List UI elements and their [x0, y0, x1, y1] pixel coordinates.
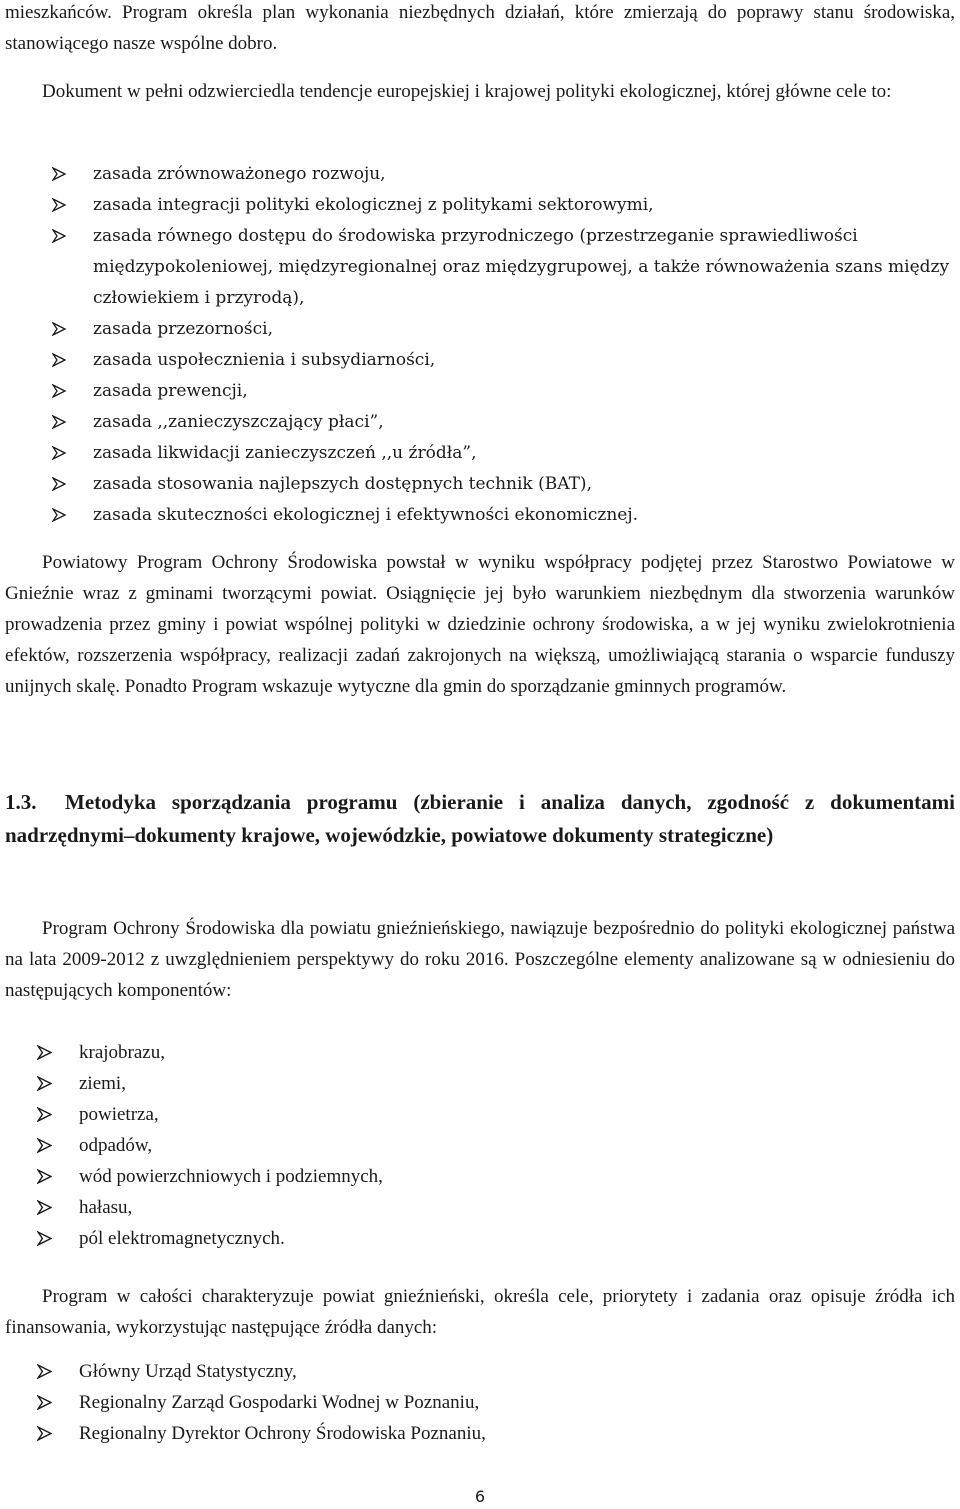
component-item-text: ziemi,: [79, 1073, 126, 1094]
principle-item-text: zasada skuteczności ekologicznej i efektywności ekonomicznej.: [93, 505, 639, 525]
section-heading: [5, 786, 955, 852]
principle-item-text: zasada równego dostępu do środowiska przyrodniczego (przestrzeganie sprawiedliwości międzypokoleniowej, międzyregionalnej oraz międzygrupowej, a także równoważenia szans między człowiekiem i przyrodą),: [93, 226, 950, 308]
intro-paragraph: mieszkańców. Program określa plan wykonania niezbędnych działań, które zmierzają do poprawy stanu środowiska, stanowiącego nasze wspólne dobro.: [5, 2, 955, 54]
source-item-text: Regionalny Dyrektor Ochrony Środowiska Poznaniu,: [79, 1423, 486, 1444]
principles-list: [52, 159, 956, 531]
principle-item-text: zasada integracji polityki ekologicznej z politykami sektorowymi,: [93, 195, 654, 215]
component-item: [37, 1223, 937, 1254]
component-item-text: krajobrazu,: [79, 1042, 165, 1063]
principle-item: [52, 438, 956, 469]
arrow-bullet-icon: [37, 1231, 52, 1246]
principle-item: [52, 345, 956, 376]
component-item-text: odpadów,: [79, 1135, 153, 1156]
arrow-bullet-icon: [52, 198, 66, 212]
components-list: [37, 1037, 937, 1254]
component-item-text: hałasu,: [79, 1197, 133, 1218]
method-paragraph: Program Ochrony Środowiska dla powiatu gnieźnieńskiego, nawiązuje bezpośrednio do polityki ekologicznej państwa na lata 2009-2012 z uwzględnieniem perspektywy do roku 2016. Poszczególne elementy analizowane są w odniesieniu do następujących komponentów:: [5, 918, 955, 1001]
arrow-bullet-icon: [52, 322, 66, 336]
principle-item: [52, 407, 956, 438]
section-title: Metodyka sporządzania programu (zbieranie i analiza danych, zgodność z dokumentami nadrzędnymi–dokumenty krajowe, wojewódzkie, powiatowe dokumenty strategiczne): [5, 790, 955, 847]
source-item: [37, 1387, 937, 1418]
policy-paragraph: Dokument w pełni odzwierciedla tendencje europejskiej i krajowej polityki ekologicznej, której główne cele to:: [42, 81, 892, 102]
arrow-bullet-icon: [52, 415, 66, 429]
principle-item-text: zasada ,,zanieczyszczający płaci”,: [93, 412, 384, 432]
component-item: [37, 1099, 937, 1130]
component-item: [37, 1068, 937, 1099]
arrow-bullet-icon: [37, 1395, 52, 1410]
arrow-bullet-icon: [52, 508, 66, 522]
arrow-bullet-icon: [37, 1138, 52, 1153]
component-item: [37, 1161, 937, 1192]
component-item-text: pól elektromagnetycznych.: [79, 1228, 285, 1249]
arrow-bullet-icon: [52, 384, 66, 398]
arrow-bullet-icon: [52, 477, 66, 491]
arrow-bullet-icon: [52, 353, 66, 367]
arrow-bullet-icon: [37, 1364, 52, 1379]
principle-item: [52, 376, 956, 407]
component-item-text: wód powierzchniowych i podziemnych,: [79, 1166, 383, 1187]
program-paragraph: Powiatowy Program Ochrony Środowiska powstał w wyniku współpracy podjętej przez Starostwo Powiatowe w Gnieźnie wraz z gminami tworzącymi powiat. Osiągnięcie jej było warunkiem niezbędnym dla stworzenia warunków prowadzenia przez gminy i powiat wspólnej polityki w dziedzinie ochrony środowiska, a w jej wyniku zwielokrotnienia efektów, rozszerzenia współpracy, realizacji zadań zakrojonych na większą, umożliwiającą starania o wsparcie funduszy unijnych skalę. Ponadto Program wskazuje wytyczne dla gmin do sporządzanie gminnych programów.: [5, 552, 955, 697]
component-item: [37, 1130, 937, 1161]
arrow-bullet-icon: [52, 446, 66, 460]
arrow-bullet-icon: [37, 1200, 52, 1215]
principle-item-text: zasada zrównoważonego rozwoju,: [93, 164, 386, 184]
source-item-text: Główny Urząd Statystyczny,: [79, 1361, 297, 1382]
principle-item-text: zasada likwidacji zanieczyszczeń ,,u źródła”,: [93, 443, 477, 463]
arrow-bullet-icon: [37, 1045, 52, 1060]
source-item: [37, 1418, 937, 1449]
principle-item: [52, 314, 956, 345]
principle-item-text: zasada przezorności,: [93, 319, 273, 339]
component-item: [37, 1192, 937, 1223]
arrow-bullet-icon: [37, 1169, 52, 1184]
principle-item: [52, 469, 956, 500]
source-item-text: Regionalny Zarząd Gospodarki Wodnej w Poznaniu,: [79, 1392, 480, 1413]
principle-item: [52, 500, 956, 531]
source-item: [37, 1356, 937, 1387]
sources-paragraph: Program w całości charakteryzuje powiat gnieźnieński, określa cele, priorytety i zadania oraz opisuje źródła ich finansowania, wykorzystując następujące źródła danych:: [5, 1286, 955, 1338]
principle-item-text: zasada uspołecznienia i subsydiarności,: [93, 350, 436, 370]
principle-item-text: zasada prewencji,: [93, 381, 248, 401]
arrow-bullet-icon: [37, 1107, 52, 1122]
arrow-bullet-icon: [52, 229, 66, 243]
component-item-text: powietrza,: [79, 1104, 159, 1125]
arrow-bullet-icon: [37, 1426, 52, 1441]
page-number: 6: [474, 1487, 486, 1506]
principle-item: [52, 159, 956, 190]
arrow-bullet-icon: [37, 1076, 52, 1091]
principle-item-text: zasada stosowania najlepszych dostępnych technik (BAT),: [93, 474, 592, 494]
principle-item: [52, 190, 956, 221]
sources-list: [37, 1356, 937, 1449]
arrow-bullet-icon: [52, 167, 66, 181]
component-item: [37, 1037, 937, 1068]
section-number: 1.3.: [5, 790, 37, 814]
principle-item: [52, 221, 956, 314]
